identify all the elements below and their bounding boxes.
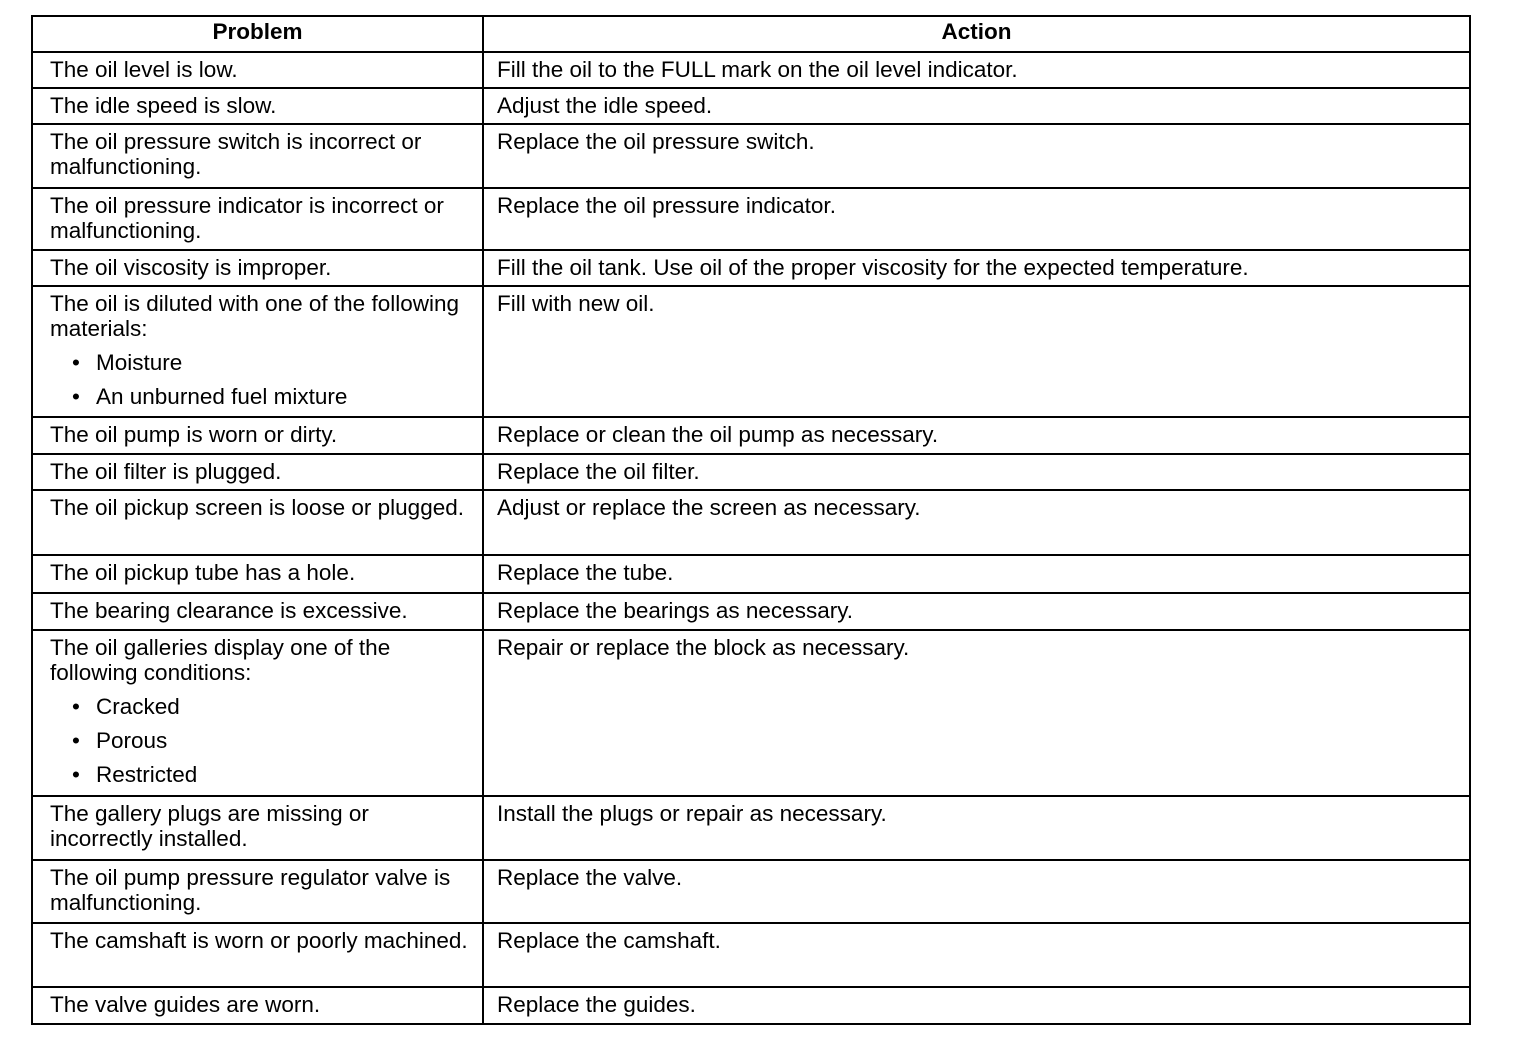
problem-cell: The oil pickup tube has a hole.	[32, 555, 483, 593]
document-page	[31, 15, 1469, 1025]
table-row	[32, 250, 1470, 286]
problem-cell	[32, 286, 483, 417]
table-row	[32, 52, 1470, 88]
problem-cell: The oil pressure indicator is incorrect or malfunctioning.	[32, 188, 483, 250]
table-row	[32, 188, 1470, 250]
problem-cell: The valve guides are worn.	[32, 987, 483, 1024]
bullet-item: • Cracked	[50, 694, 474, 719]
problem-cell: The oil pump is worn or dirty.	[32, 417, 483, 454]
action-cell: Replace the guides.	[483, 987, 1470, 1024]
table-row	[32, 124, 1470, 188]
problem-cell	[32, 630, 483, 796]
table-row	[32, 88, 1470, 124]
problem-cell: The oil pressure switch is incorrect or malfunctioning.	[32, 124, 483, 188]
problem-cell: The oil pump pressure regulator valve is malfunctioning.	[32, 860, 483, 923]
table-row	[32, 630, 1470, 796]
action-cell: Fill with new oil.	[483, 286, 1470, 417]
problem-cell: The oil viscosity is improper.	[32, 250, 483, 286]
action-cell: Replace the bearings as necessary.	[483, 593, 1470, 630]
table-row	[32, 923, 1470, 987]
action-cell: Replace or clean the oil pump as necessary.	[483, 417, 1470, 454]
problem-cell: The idle speed is slow.	[32, 88, 483, 124]
action-cell: Replace the valve.	[483, 860, 1470, 923]
problem-cell: The oil pickup screen is loose or plugged.	[32, 490, 483, 555]
problem-text: The oil is diluted with one of the following materials:	[50, 291, 459, 341]
bullet-item: • Moisture	[50, 350, 474, 375]
table-row	[32, 490, 1470, 555]
table-row	[32, 417, 1470, 454]
bullet-list	[50, 694, 474, 787]
action-cell: Repair or replace the block as necessary.	[483, 630, 1470, 796]
table-row	[32, 796, 1470, 860]
table-body	[32, 52, 1470, 1024]
diagnostic-table	[31, 15, 1471, 1025]
table-row	[32, 286, 1470, 417]
table-row	[32, 454, 1470, 490]
action-cell: Replace the tube.	[483, 555, 1470, 593]
table-row	[32, 987, 1470, 1024]
action-cell: Replace the oil filter.	[483, 454, 1470, 490]
table-row	[32, 555, 1470, 593]
problem-cell: The bearing clearance is excessive.	[32, 593, 483, 630]
action-cell: Fill the oil to the FULL mark on the oil level indicator.	[483, 52, 1470, 88]
action-cell: Install the plugs or repair as necessary.	[483, 796, 1470, 860]
action-column-header: Action	[483, 16, 1470, 52]
action-cell: Adjust or replace the screen as necessary.	[483, 490, 1470, 555]
action-cell: Fill the oil tank. Use oil of the proper viscosity for the expected temperature.	[483, 250, 1470, 286]
action-cell: Replace the oil pressure switch.	[483, 124, 1470, 188]
problem-column-header: Problem	[32, 16, 483, 52]
problem-text: The oil galleries display one of the following conditions:	[50, 635, 391, 685]
action-cell: Adjust the idle speed.	[483, 88, 1470, 124]
action-cell: Replace the camshaft.	[483, 923, 1470, 987]
table-header	[32, 16, 1470, 52]
bullet-list	[50, 350, 474, 409]
problem-cell: The oil filter is plugged.	[32, 454, 483, 490]
table-row	[32, 860, 1470, 923]
bullet-item: • Restricted	[50, 762, 474, 787]
bullet-item: • An unburned fuel mixture	[50, 384, 474, 409]
action-cell: Replace the oil pressure indicator.	[483, 188, 1470, 250]
header-row	[32, 16, 1470, 52]
bullet-item: • Porous	[50, 728, 474, 753]
problem-cell: The gallery plugs are missing or incorrectly installed.	[32, 796, 483, 860]
problem-cell: The camshaft is worn or poorly machined.	[32, 923, 483, 987]
problem-cell: The oil level is low.	[32, 52, 483, 88]
table-row	[32, 593, 1470, 630]
